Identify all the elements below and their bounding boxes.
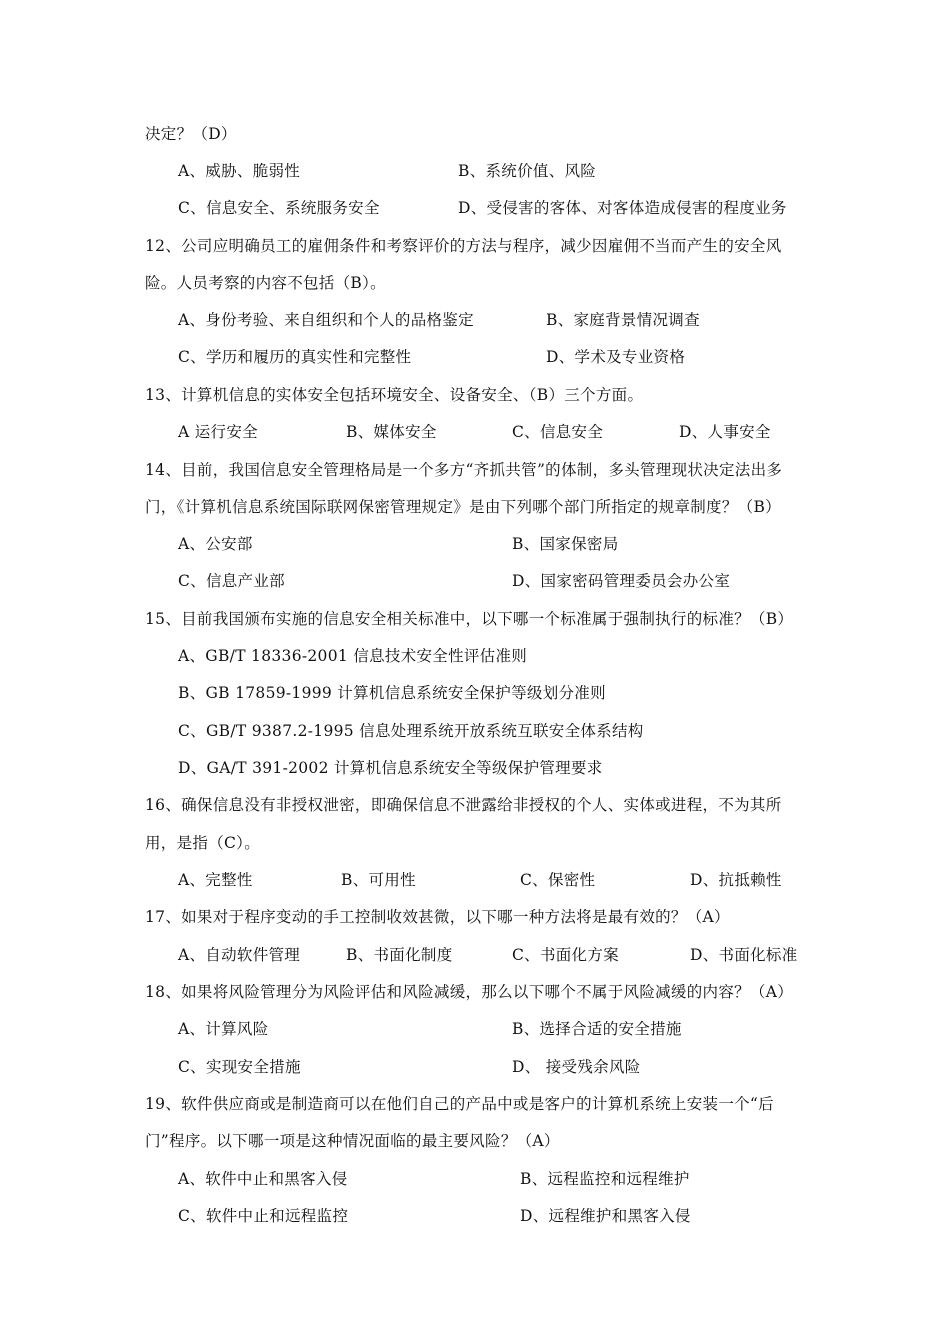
question-19-line-2: 门”程序。以下哪一项是这种情况面临的最主要风险？（A） <box>145 1132 560 1150</box>
q16-option-a: A、完整性 <box>178 871 253 889</box>
question-13-line-1: 13、计算机信息的实体安全包括环境安全、设备安全、（B）三个方面。 <box>145 386 644 404</box>
question-14-line-2: 门，《计算机信息系统国际联网保密管理规定》是由下列哪个部门所指定的规章制度？（B） <box>145 498 781 516</box>
question-17-line-1: 17、如果对于程序变动的手工控制收效甚微，以下哪一种方法将是最有效的？（A） <box>145 908 730 926</box>
q12-option-c: C、学历和履历的真实性和完整性 <box>178 348 412 366</box>
question-12-line-2: 险。人员考察的内容不包括（B）。 <box>145 274 386 292</box>
question-12-line-1: 12、公司应明确员工的雇佣条件和考察评价的方法与程序，减少因雇佣不当而产生的安全风 <box>145 237 782 255</box>
q14-option-b: B、国家保密局 <box>512 535 619 553</box>
q14-option-a: A、公安部 <box>178 535 253 553</box>
q19-option-c: C、软件中止和远程监控 <box>178 1207 349 1225</box>
q17-option-c: C、书面化方案 <box>512 946 619 964</box>
q11-option-c: C、信息安全、系统服务安全 <box>178 199 380 217</box>
q14-option-d: D、国家密码管理委员会办公室 <box>512 572 731 590</box>
q18-option-b: B、选择合适的安全措施 <box>512 1020 682 1038</box>
q12-option-a: A、身份考验、来自组织和个人的品格鉴定 <box>178 311 474 329</box>
q16-option-d: D、抗抵赖性 <box>690 871 782 889</box>
q13-option-a: A 运行安全 <box>178 423 258 441</box>
q19-option-b: B、远程监控和远程维护 <box>520 1170 690 1188</box>
q17-option-b: B、书面化制度 <box>346 946 453 964</box>
q19-option-d: D、远程维护和黑客入侵 <box>520 1207 691 1225</box>
q15-option-c: C、GB/T 9387.2-1995 信息处理系统开放系统互联安全体系结构 <box>178 722 644 740</box>
q16-option-c: C、保密性 <box>520 871 596 889</box>
q18-option-d: D、 接受残余风险 <box>512 1058 641 1076</box>
q12-option-d: D、学术及专业资格 <box>546 348 686 366</box>
q18-option-c: C、实现安全措施 <box>178 1058 301 1076</box>
q11-option-b: B、系统价值、风险 <box>458 162 597 180</box>
question-14-line-1: 14、目前，我国信息安全管理格局是一个多方“齐抓共管”的体制，多头管理现状决定法出多 <box>145 461 783 479</box>
question-19-line-1: 19、软件供应商或是制造商可以在他们自己的产品中或是客户的计算机系统上安装一个“后 <box>145 1095 774 1113</box>
q18-option-a: A、计算风险 <box>178 1020 269 1038</box>
q11-option-d: D、受侵害的客体、对客体造成侵害的程度业务 <box>458 199 787 217</box>
q17-option-a: A、自动软件管理 <box>178 946 301 964</box>
q16-option-b: B、可用性 <box>341 871 416 889</box>
question-11-tail: 决定？（D） <box>145 125 237 143</box>
q15-option-a: A、GB/T 18336-2001 信息技术安全性评估准则 <box>178 647 528 665</box>
q12-option-b: B、家庭背景情况调查 <box>546 311 700 329</box>
q14-option-c: C、信息产业部 <box>178 572 285 590</box>
q15-option-d: D、GA/T 391-2002 计算机信息系统安全等级保护管理要求 <box>178 759 603 777</box>
question-18-line-1: 18、如果将风险管理分为风险评估和风险减缓，那么以下哪个不属于风险减缓的内容？（A） <box>145 983 794 1001</box>
question-15-line-1: 15、目前我国颁布实施的信息安全相关标准中，以下哪一个标准属于强制执行的标准？（B） <box>145 610 794 628</box>
q19-option-a: A、软件中止和黑客入侵 <box>178 1170 348 1188</box>
q13-option-c: C、信息安全 <box>512 423 604 441</box>
question-16-line-2: 用，是指（C）。 <box>145 834 261 852</box>
question-16-line-1: 16、确保信息没有非授权泄密，即确保信息不泄露给非授权的个人、实体或进程，不为其所 <box>145 796 782 814</box>
q17-option-d: D、书面化标准 <box>690 946 798 964</box>
q13-option-d: D、人事安全 <box>679 423 771 441</box>
q15-option-b: B、GB 17859-1999 计算机信息系统安全保护等级划分准则 <box>178 684 606 702</box>
q11-option-a: A、威胁、脆弱性 <box>178 162 301 180</box>
q13-option-b: B、媒体安全 <box>346 423 437 441</box>
